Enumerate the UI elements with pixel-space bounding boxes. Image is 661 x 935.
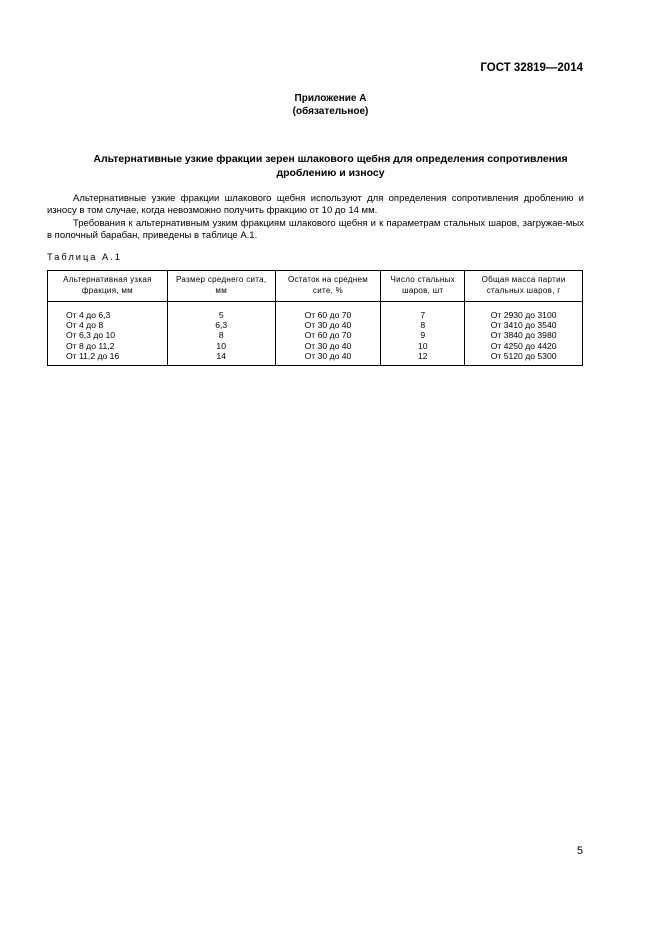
cell-fraction: От 4 до 8 [48,320,168,330]
cell-ball-count: 12 [381,351,465,366]
cell-ball-mass: От 4250 до 4420 [465,341,583,351]
cell-ball-count: 8 [381,320,465,330]
table-row [48,330,583,340]
data-table [47,270,583,366]
header-ball-mass: Общая масса партии стальных шаров, г [465,271,583,302]
table-caption: Таблица А.1 [47,252,122,262]
section-title [55,152,606,180]
cell-sieve-size: 6,3 [167,320,275,330]
appendix-title: Приложение А [294,93,367,104]
cell-sieve-size: 14 [167,351,275,366]
appendix-heading [0,92,661,118]
cell-ball-mass: От 3410 до 3540 [465,320,583,330]
cell-fraction: От 8 до 11,2 [48,341,168,351]
cell-ball-count: 9 [381,330,465,340]
section-title-line-2: дроблению и износу [276,167,385,179]
header-ball-count: Число стальных шаров, шт [381,271,465,302]
cell-ball-mass: От 5120 до 5300 [465,351,583,366]
cell-ball-mass: От 2930 до 3100 [465,302,583,321]
table-row [48,320,583,330]
table-row [48,341,583,351]
cell-fraction: От 6,3 до 10 [48,330,168,340]
cell-sieve-residue: От 60 до 70 [275,302,381,321]
cell-sieve-residue: От 30 до 40 [275,351,381,366]
paragraph-2: Требования к альтернативным узким фракциям шлакового щебня и к параметрам стальных шаров, загружае-мых в полочный барабан, приведены в таблице А.1. [47,217,584,242]
cell-fraction: От 11,2 до 16 [48,351,168,366]
appendix-status: (обязательное) [292,106,369,117]
document-code: ГОСТ 32819—2014 [480,62,583,74]
cell-fraction: От 4 до 6,3 [48,302,168,321]
table-row [48,351,583,366]
section-title-line-1: Альтернативные узкие фракции зерен шлакового щебня для определения сопротивления [93,153,568,165]
cell-sieve-size: 8 [167,330,275,340]
header-sieve-residue: Остаток на среднем сите, % [275,271,381,302]
header-fraction: Альтернативная узкая фракция, мм [48,271,168,302]
cell-sieve-size: 10 [167,341,275,351]
cell-sieve-residue: От 60 до 70 [275,330,381,340]
cell-sieve-size: 5 [167,302,275,321]
cell-ball-mass: От 3840 до 3980 [465,330,583,340]
header-sieve-size: Размер среднего сита, мм [167,271,275,302]
body-text [47,193,584,243]
cell-ball-count: 10 [381,341,465,351]
cell-sieve-residue: От 30 до 40 [275,341,381,351]
cell-ball-count: 7 [381,302,465,321]
paragraph-1: Альтернативные узкие фракции шлакового щебня используют для определения сопротивления дроблению и износу в том случае, когда невозможно получить фракцию от 10 до 14 мм. [47,193,584,217]
cell-sieve-residue: От 30 до 40 [275,320,381,330]
table-row [48,302,583,321]
table-header-row [48,271,583,302]
page-number: 5 [576,845,583,857]
